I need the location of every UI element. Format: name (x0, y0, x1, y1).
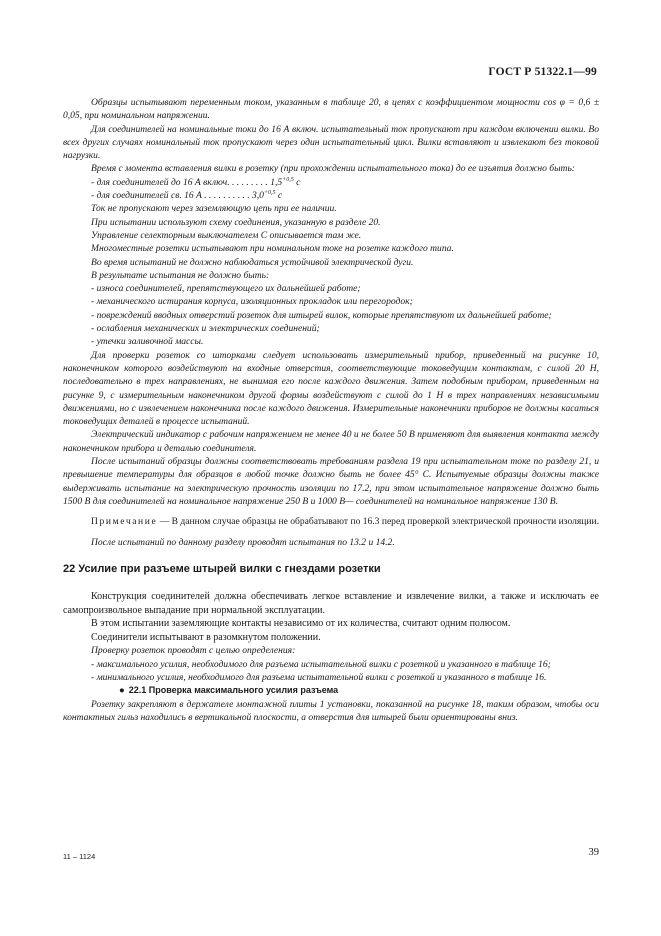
list-item: - механического истирания корпуса, изоляционных прокладок или перегородок; (91, 296, 413, 308)
paragraph: Для проверки розеток со шторками следует использовать измерительный прибор, приведенный на рисунке 10, наконечником которого воздействуют на входные отверстия, соответствующие токоведущим контактам, с силой 20 Н, последовательно в трех направлениях, не вынимая его после каждого движения. Затем подобным прибором, приведенным на рисунке 9, с измерительным наконечником другой формы воздействуют с силой до 1 Н в трех направлениях независимыми движениями, но с извлечением наконечника после каждого движения. Измерительные наконечники приборов не должны касаться токоведущих деталей в процессе испытаний. (63, 349, 599, 428)
leader-dots: . . . . . . . . 1,5 (232, 176, 283, 188)
unit: с (275, 190, 283, 202)
unit: с (293, 176, 301, 188)
section-title: 22 Усилие при разъеме штырей вилки с гнездами розетки (63, 562, 381, 575)
page-number: 39 (588, 847, 599, 858)
paragraph: В результате испытания не должно быть: (91, 269, 270, 281)
document-header: ГОСТ Р 51322.1—99 (488, 66, 597, 78)
paragraph: Управление селекторным выключателем С описывается там же. (91, 229, 362, 241)
duration-line-16a (63, 176, 599, 189)
paragraph: Конструкция соединителей должна обеспечивать легкое вставление и извлечение вилки, а также и исключать ее самопроизвольное выпадание при нормальной эксплуатации. (63, 591, 599, 616)
paragraph: Розетку закрепляют в держателе монтажной плиты 1 установки, показанной на рисунке 18, таким образом, чтобы оси контактных гильз находились в вертикальной плоскости, а отверстия для штырей были ориентированы вниз. (63, 698, 599, 723)
paragraph: Ток не пропускают через заземляющую цепь при ее наличии. (91, 203, 337, 215)
tolerance: +0,5 (282, 176, 294, 183)
leader-dots: . . . . . . . . . . 3,0 (204, 190, 264, 202)
paragraph: После испытаний по данному разделу проводят испытания по 13.2 и 14.2. (91, 536, 395, 548)
paragraph: Проверку розеток проводят с целью определения: (91, 645, 296, 657)
list-item: - износа соединителей, препятствующего их дальнейшей работе; (91, 283, 361, 295)
list-item: - минимального усилия, необходимого для разъема испытательной вилки с розеткой и указанного в таблице 16. (91, 672, 547, 684)
duration-label: - для соединителей до 16 А включ. (91, 176, 230, 188)
list-item: - ослабления механических и электрических соединений; (91, 323, 320, 335)
paragraph: Для соединителей на номинальные токи до 16 А включ. испытательный ток пропускают при каждом включении вилки. Во всех других случаях номинальный ток пропускают через один испытательный цикл. Вилки вставляют и извлекают без токовой нагрузки. (63, 123, 599, 162)
list-item: - максимального усилия, необходимого для разъема испытательной вилки с розеткой и указанного в таблице 16; (91, 658, 551, 670)
paragraph: Во время испытаний не должно наблюдаться устойчивой электрической дуги. (91, 256, 414, 268)
paragraph: В этом испытании заземляющие контакты независимо от их количества, считают одним полюсом. (91, 618, 511, 630)
bullet-icon: ● (119, 685, 125, 697)
paragraph: Многоместные розетки испытывают при номинальном токе на розетке каждого типа. (91, 243, 454, 255)
duration-line-over-16a (63, 189, 599, 202)
paragraph: Время с момента вставления вилки в розетку (при прохождении испытательного тока) до ее изъятия должно быть: (91, 163, 575, 175)
paragraph: Соединители испытывают в разомкнутом положении. (91, 631, 321, 643)
list-item: - повреждений вводных отверстий розеток для штырей вилок, которые препятствуют их дальнейшей работе; (91, 309, 552, 321)
note-text: — В данном случае образцы не обрабатывают по 16.3 перед проверкой электрической прочности изоляции. (157, 516, 599, 528)
page-body (63, 96, 599, 724)
list-item: - утечки заливочной массы. (91, 336, 204, 348)
paragraph: После испытаний образцы должны соответствовать требованиям раздела 19 при испытательном токе по разделу 21, и превышение температуры для образцов в любой точке должно быть не более 45° С. Испытуемые образцы должны также выдерживать испытание на электрическую прочность изоляции по 17.2, при этом испытательное напряжение должно быть 1500 В для соединителей на номинальное напряжение 250 В и 1000 В— соединителей на номинальное напряжение 130 В. (63, 456, 599, 507)
note (63, 515, 599, 528)
paragraph: Электрический индикатор с рабочим напряжением не менее 40 и не более 50 В применяют для выявления контакта между наконечником прибора и деталью соединителя. (63, 429, 599, 454)
tolerance: +0,5 (263, 190, 276, 197)
duration-label: - для соединителей св. 16 А (91, 190, 202, 202)
paragraph: При испытании используют схему соединения, указанную в разделе 20. (91, 216, 381, 228)
note-label: Примечание (91, 516, 158, 528)
paragraph: Образцы испытывают переменным током, указанным в таблице 20, в цепях с коэффициентом мощности cos φ = 0,6 ± 0,05, при номинальном напряжении. (63, 97, 599, 122)
subsection-title: ● 22.1 Проверка максимального усилия разъема (63, 684, 599, 697)
print-code: 11 – 1124 (63, 852, 96, 861)
